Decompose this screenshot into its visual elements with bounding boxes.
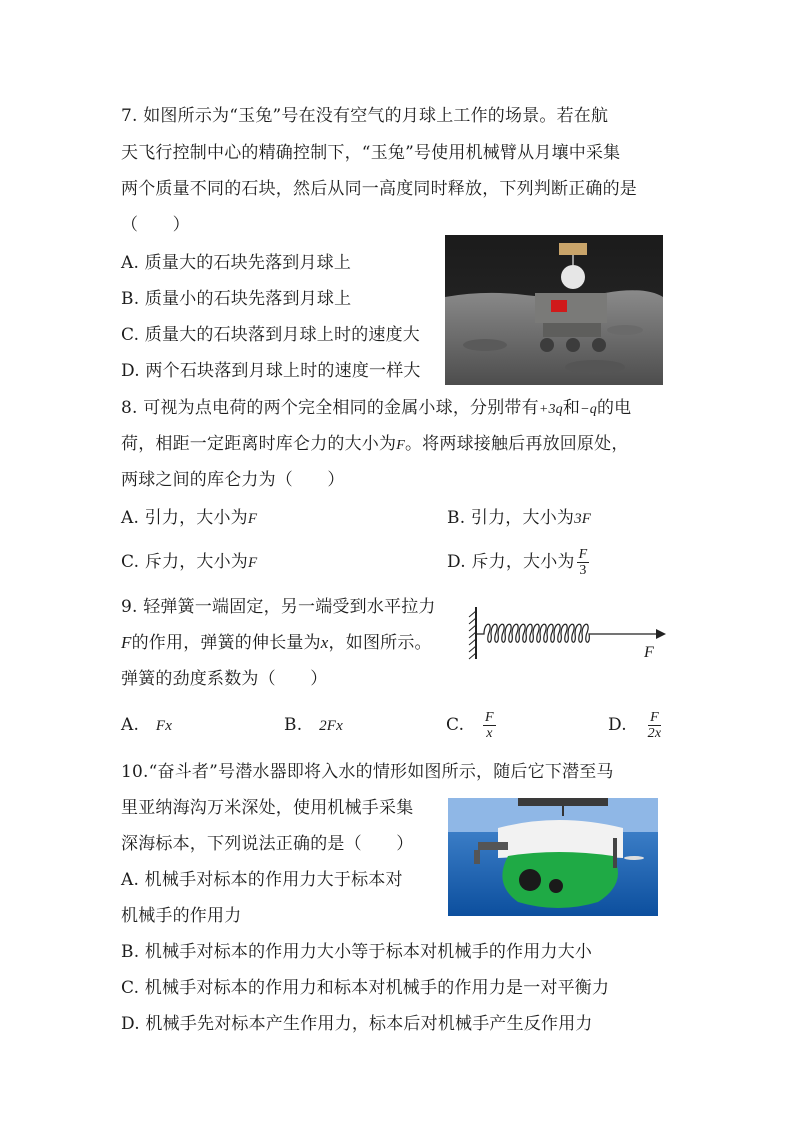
- q7-option-a: A. 质量大的石块先落到月球上: [121, 253, 352, 273]
- q8-option-a: [121, 506, 257, 531]
- q9-option-c-denominator: x: [486, 726, 493, 741]
- q9-stem-line2-end: ，如图所示。: [328, 633, 432, 653]
- q8-stem-line2: [121, 432, 629, 458]
- q10-option-d: D. 机械手先对标本产生作用力，标本后对机械手产生反作用力: [121, 1014, 593, 1034]
- q8-stem-line1: [121, 396, 631, 422]
- q7-option-b: B. 质量小的石块先落到月球上: [121, 289, 352, 309]
- q8-option-b-value: 3F: [574, 511, 592, 527]
- q8-stem-line2-text: 荷，相距一定距离时库仑力的大小为: [121, 434, 397, 454]
- q9-stem-line3: 弹簧的劲度系数为（ ）: [121, 669, 328, 689]
- q7-stem-line3: 两个质量不同的石块，然后从同一高度同时释放，下列判断正确的是: [121, 179, 637, 199]
- q8-stem-line2-end: 。将两球接触后再放回原处，: [404, 434, 629, 454]
- q7-answer-blank: （ ）: [121, 215, 190, 235]
- q8-stem-line1-text: 8. 可视为点电荷的两个完全相同的金属小球，分别带有: [121, 398, 539, 418]
- q9-option-b-label: B.: [284, 715, 303, 735]
- q8-option-d-fraction: [577, 547, 590, 578]
- q9-option-d-numerator: F: [650, 710, 659, 725]
- q8-option-b-text: B. 引力，大小为: [447, 508, 575, 528]
- q9-option-c: [446, 705, 496, 745]
- q7-stem-line1: 7. 如图所示为“玉兔”号在没有空气的月球上工作的场景。若在航: [121, 106, 609, 126]
- q9-force-symbol: F: [121, 633, 132, 652]
- q9-option-c-label: C.: [446, 715, 465, 735]
- spring-force-label: F: [644, 644, 654, 661]
- q8-option-d-text: D. 斥力，大小为: [447, 552, 575, 572]
- q8-force-symbol: F: [396, 438, 405, 453]
- q10-option-c: C. 机械手对标本的作用力和标本对机械手的作用力是一对平衡力: [121, 978, 610, 998]
- q9-option-b-value: 2Fx: [319, 718, 344, 734]
- q10-option-a-line2: 机械手的作用力: [121, 906, 242, 926]
- q10-stem-line1: 10.“奋斗者”号潜水器即将入水的情形如图所示，随后它下潜至马: [121, 762, 614, 782]
- q8-option-b: [447, 506, 591, 531]
- q7-stem-line2: 天飞行控制中心的精确控制下，“玉兔”号使用机械臂从月壤中采集: [121, 143, 621, 163]
- q8-option-a-text: A. 引力，大小为: [121, 508, 248, 528]
- q9-stem-line2-text: 的作用，弹簧的伸长量为: [131, 633, 321, 653]
- q10-stem-line3: 深海标本，下列说法正确的是（ ）: [121, 834, 414, 854]
- q9-option-d: [608, 705, 663, 745]
- q8-charge-positive: +3q: [538, 402, 563, 417]
- q9-option-c-fraction: [483, 710, 496, 741]
- q7-option-c: C. 质量大的石块落到月球上时的速度大: [121, 325, 421, 345]
- q8-charge-negative: −q: [580, 402, 597, 417]
- q8-option-a-value: F: [247, 511, 258, 527]
- q8-option-c-value: F: [248, 555, 258, 571]
- q8-and: 和: [562, 398, 581, 418]
- q9-option-d-denominator: 2x: [647, 726, 662, 741]
- q9-option-a-label: A.: [121, 715, 140, 735]
- q7-option-d: D. 两个石块落到月球上时的速度一样大: [121, 361, 421, 381]
- q8-option-d: [447, 544, 589, 580]
- q8-stem-line3: 两球之间的库仑力为（ ）: [121, 470, 345, 490]
- q9-option-d-fraction: [646, 710, 664, 741]
- q8-option-c: [121, 550, 257, 575]
- lunar-rover-image: [445, 235, 663, 385]
- q10-option-a-line1: A. 机械手对标本的作用力大于标本对: [121, 870, 403, 890]
- q9-option-c-numerator: F: [485, 710, 494, 725]
- q9-option-a-value: Fx: [155, 718, 173, 734]
- q9-stem-line1: 9. 轻弹簧一端固定，另一端受到水平拉力: [121, 597, 436, 617]
- q8-stem-line1-end: 的电: [596, 398, 632, 418]
- q8-option-d-denominator: 3: [579, 563, 587, 578]
- q9-option-a: [121, 713, 172, 738]
- submersible-image: [448, 798, 658, 916]
- q9-option-b: [284, 713, 343, 738]
- q9-option-d-label: D.: [608, 715, 627, 735]
- q10-option-b: B. 机械手对标本的作用力大小等于标本对机械手的作用力大小: [121, 942, 593, 962]
- q9-stem-line2: [121, 631, 432, 655]
- spring-diagram: [464, 603, 674, 665]
- q9-extension-symbol: x: [320, 633, 329, 652]
- q10-stem-line2: 里亚纳海沟万米深处，使用机械手采集: [121, 798, 414, 818]
- q8-option-d-numerator: F: [578, 547, 588, 562]
- q8-option-c-text: C. 斥力，大小为: [121, 552, 249, 572]
